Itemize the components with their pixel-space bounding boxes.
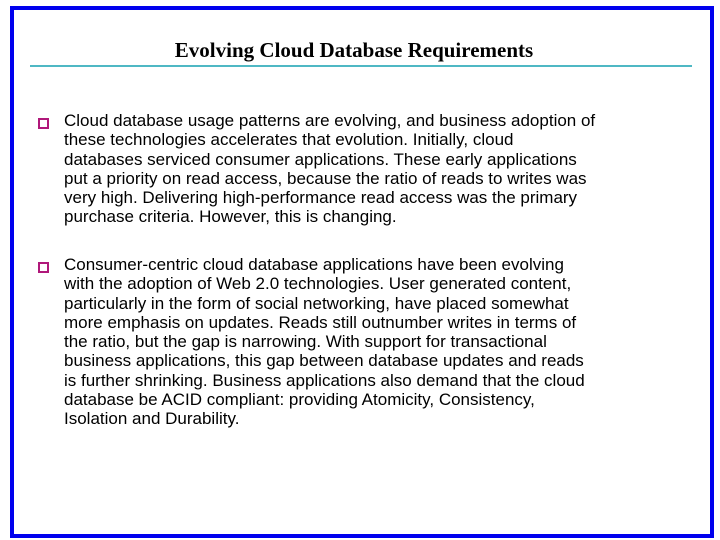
text-line: more emphasis on updates. Reads still outnumber writes in terms of <box>64 312 577 332</box>
text-line: put a priority on read access, because the ratio of reads to writes was <box>64 168 587 188</box>
square-bullet-icon <box>38 262 49 273</box>
text-line: Cloud database usage patterns are evolving, and business adoption of <box>64 111 596 130</box>
square-bullet-icon <box>38 118 49 129</box>
text-line: business applications, this gap between database updates and reads <box>64 351 584 371</box>
text-line: Consumer-centric cloud database applications have been evolving <box>64 255 564 274</box>
title-divider <box>30 65 692 67</box>
text-line: is further shrinking. Business applications also demand that the cloud <box>64 370 585 390</box>
text-line: the ratio, but the gap is narrowing. With support for transactional <box>64 332 547 352</box>
text-line: with the adoption of Web 2.0 technologies. User generated content, <box>64 274 572 294</box>
bullet-paragraph-1 <box>64 111 595 227</box>
text-line: particularly in the form of social networking, have placed somewhat <box>64 293 569 313</box>
text-line: Isolation and Durability. <box>64 409 240 429</box>
text-line: purchase criteria. However, this is changing. <box>64 207 397 227</box>
text-line: these technologies accelerates that evolution. Initially, cloud <box>64 130 514 150</box>
text-line: database be ACID compliant: providing Atomicity, Consistency, <box>64 390 535 410</box>
bullet-paragraph-2 <box>64 255 585 429</box>
text-line: databases serviced consumer applications. These early applications <box>64 149 577 169</box>
slide-title: Evolving Cloud Database Requirements <box>174 38 534 62</box>
text-line: very high. Delivering high-performance read access was the primary <box>64 188 578 208</box>
